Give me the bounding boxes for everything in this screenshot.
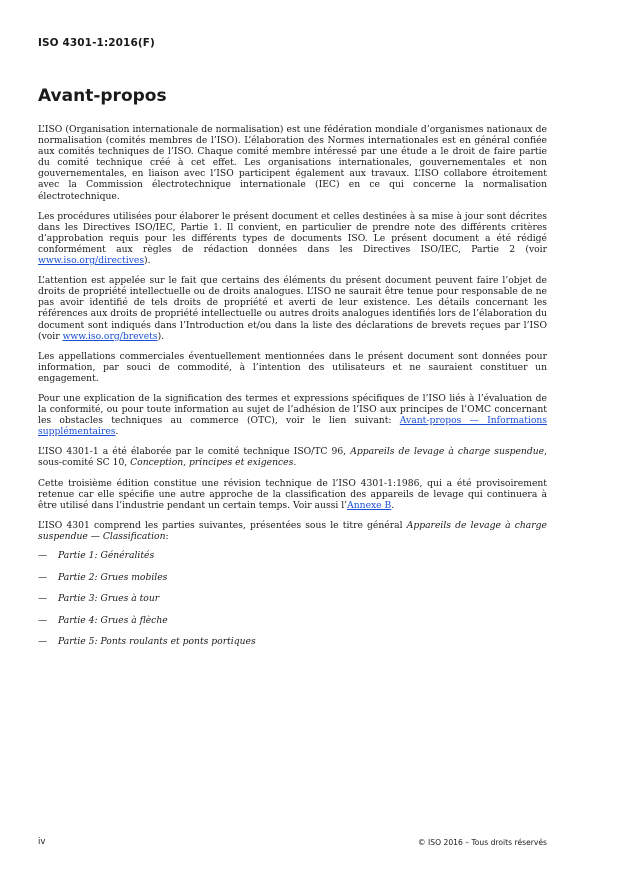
paragraph-procedures xyxy=(38,211,547,266)
subcommittee-title: Conception, principes et exigences xyxy=(130,457,294,469)
paragraph-text: Les procédures utilisées pour élaborer le présent document et celles destinées à sa mise à jour sont décrites dans les Directives ISO/IEC, Partie 1. Il convient, en particulier de prendre note des différents critères d’approbation requis pour les différents types de documents ISO. Le présent document a été rédigé conformément aux règles de rédaction données dans les Directives ISO/IEC, Partie 2 (voir xyxy=(38,210,547,255)
paragraph-text-end: . xyxy=(293,457,297,469)
dash: — xyxy=(38,550,48,561)
paragraph-patents xyxy=(38,275,547,342)
paragraph-committee xyxy=(38,446,547,468)
parts-list xyxy=(38,550,547,647)
paragraph-text-end: . xyxy=(391,499,395,511)
paragraph-text: L’ISO 4301 comprend les parties suivantes, présentées sous le titre général xyxy=(38,519,407,531)
dash: — xyxy=(38,593,48,605)
annex-b-link[interactable]: Annexe B xyxy=(347,499,392,511)
paragraph-trade-names: Les appellations commerciales éventuellement mentionnées dans le présent document sont données pour information, par souci de commodité, à l’intention des utilisateurs et ne sauraient constituer un engagement. xyxy=(38,350,547,384)
paragraph-text: Cette troisième édition constitue une révision technique de l’ISO 4301-1:1986, qui a été provisoirement retenue car elle spécifie une autre approche de la classification des appareils de levage qui continuera à être utilisé dans l’industrie pendant un certain temps. Voir aussi l’ xyxy=(38,477,547,511)
patents-link[interactable]: www.iso.org/brevets xyxy=(62,330,158,342)
dash: — xyxy=(38,571,48,583)
list-item xyxy=(38,615,547,626)
committee-title: Appareils de levage à charge suspendue xyxy=(350,446,545,458)
list-item xyxy=(38,572,547,583)
paragraph-text-end: ). xyxy=(144,255,151,267)
paragraph-text: , sous-comité SC 10, xyxy=(38,446,547,469)
paragraph-edition xyxy=(38,478,547,511)
page-number: iv xyxy=(38,837,46,847)
paragraph-text: L’attention est appelée sur le fait que certains des éléments du présent document peuvent faire l’objet de droits de propriété intellectuelle ou de droits analogues. L’ISO ne saurait être tenue pour responsable de ne pas avoir identifié de tels droits de propriété et averti de leur existence. Les détails concernant les références aux droits de propriété intellectuelle ou autres droits analogues identifiés lors de l’élaboration du document sont indiqués dans l’Introduction et/ou dans la liste des déclarations de brevets reçues par l’ISO (voir xyxy=(38,275,547,342)
document-id: ISO 4301-1:2016(F) xyxy=(38,37,155,49)
list-item xyxy=(38,550,547,561)
directives-link[interactable]: www.iso.org/directives xyxy=(38,255,145,267)
copyright-notice: © ISO 2016 – Tous droits réservés xyxy=(418,838,547,847)
foreword-body xyxy=(38,124,547,658)
paragraph-iso-intro: L’ISO (Organisation internationale de normalisation) est une fédération mondiale d’organismes nationaux de normalisation (comités membres de l’ISO). L’élaboration des Normes internationales est en général confiée aux comités techniques de l’ISO. Chaque comité membre intéressé par une étude a le droit de faire partie du comité technique créé à cet effet. Les organisations internationales, gouvernementales et non gouvernementales, en liaison avec l’ISO participent également aux travaux. L’ISO collabore étroitement avec la Commission électrotechnique internationale (IEC) en ce qui concerne la normalisation électrotechnique. xyxy=(38,124,547,202)
page-title: Avant-propos xyxy=(38,86,167,106)
paragraph-text-end: ). xyxy=(157,330,165,342)
part-title: Partie 4: Grues à flèche xyxy=(58,614,168,626)
part-title: Partie 2: Grues mobiles xyxy=(58,571,168,583)
paragraph-text: Pour une explication de la signification des termes et expressions spécifiques de l’ISO liés à l’évaluation de la conformité, ou pour toute information au sujet de l’adhésion de l’ISO aux principes de l’OMC concernant les obstacles techniques au commerce (OTC), voir le lien suivant: xyxy=(38,392,547,427)
part-title: Partie 5: Ponts roulants et ponts portiques xyxy=(58,636,256,648)
general-title: Appareils de levage à charge suspendue — Classification xyxy=(38,519,547,542)
dash: — xyxy=(38,614,48,626)
paragraph-text-end: : xyxy=(165,530,169,542)
paragraph-text-end: . xyxy=(115,426,119,438)
part-title: Partie 1: Généralités xyxy=(58,550,155,561)
paragraph-parts-intro xyxy=(38,520,547,542)
supplementary-info-link[interactable]: Avant-propos — Informations supplémentaires xyxy=(38,415,547,438)
dash: — xyxy=(38,636,48,648)
paragraph-conformity xyxy=(38,393,547,437)
part-title: Partie 3: Grues à tour xyxy=(58,593,160,605)
list-item xyxy=(38,636,547,647)
paragraph-text: L’ISO 4301-1 a été élaborée par le comité technique ISO/TC 96, xyxy=(38,446,351,458)
list-item xyxy=(38,593,547,604)
